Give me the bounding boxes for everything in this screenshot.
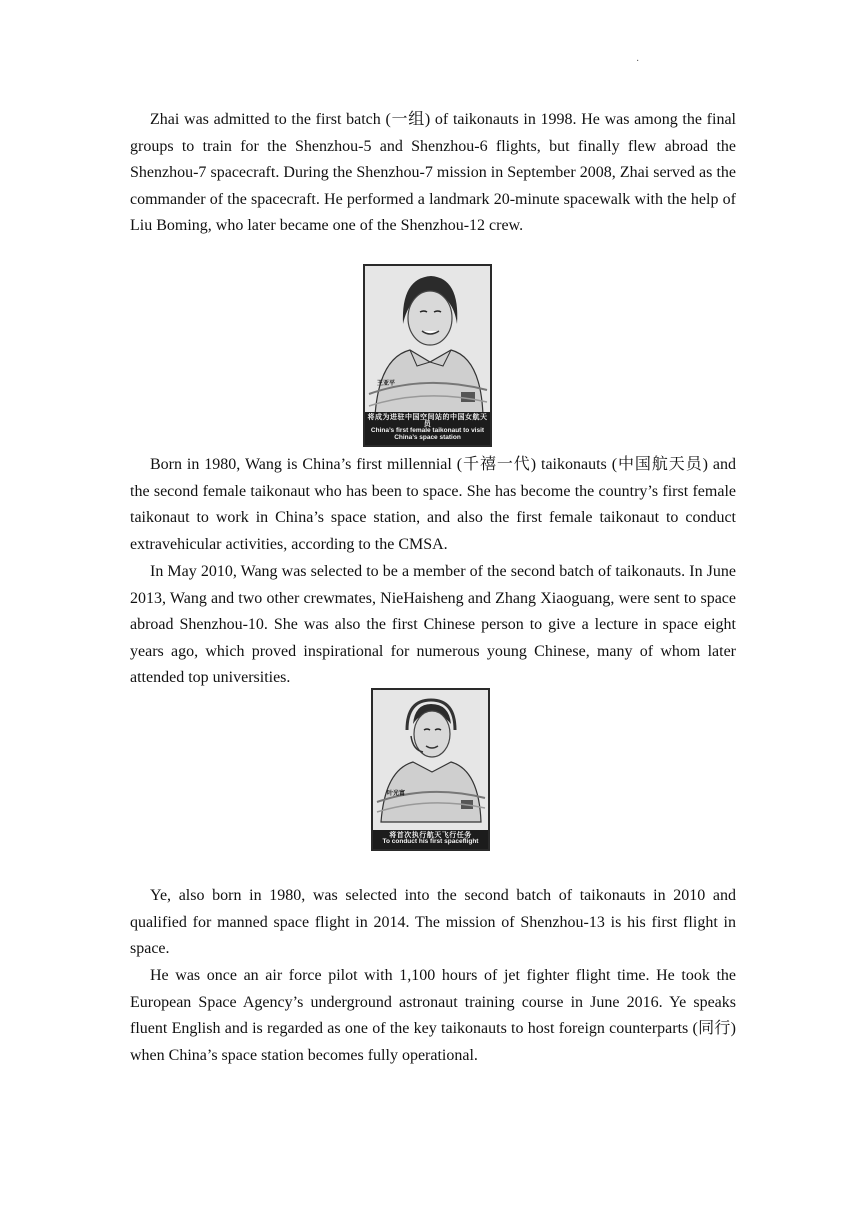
wang-caption-band bbox=[365, 412, 490, 445]
wang-name-tag: 王亚平 bbox=[377, 381, 396, 387]
header-mark: · bbox=[636, 56, 640, 67]
paragraph-ye-intro: Ye, also born in 1980, was selected into the second batch of taikonauts in 2010 and qualified for manned space flight in 2014. The mission of Shenzhou-13 is his first flight in space. bbox=[130, 887, 736, 958]
ye-caption-band bbox=[373, 830, 488, 849]
wang-yaping-poster-image bbox=[363, 264, 492, 447]
ye-guangfu-poster-image bbox=[371, 688, 490, 851]
ye-name-tag: 叶光富 bbox=[387, 791, 406, 797]
wang-caption-chinese: 将成为进驻中国空间站的中国女航天员 bbox=[367, 413, 488, 429]
ye-caption-english: To conduct his first spaceflight bbox=[382, 838, 479, 846]
ye-portrait-graphic bbox=[373, 690, 488, 849]
paragraph-zhai: Zhai was admitted to the first batch (一组) of taikonauts in 1998. He was among the final groups to train for the Shenzhou-5 and Shenzhou-6 flights, but finally flew abroad the Shenzhou-7 spacecraft. During the Shenzhou-7 mission in September 2008, Zhai served as the commander of the spacecraft. He performed a landmark 20-minute spacewalk with the help of Liu Boming, who later became one of the Shenzhou-12 crew. bbox=[130, 111, 736, 235]
paragraph-ye-career: He was once an air force pilot with 1,100 hours of jet fighter flight time. He took the European Space Agency’s underground astronaut training course in June 2016. Ye speaks fluent English and is regarded as one of the key taikonauts to host foreign counterparts (同行) when China’s space station becomes fully operational. bbox=[130, 967, 736, 1064]
wang-caption-english: China’s first female taikonaut to visit China’s space station bbox=[370, 427, 485, 442]
paragraph-wang-intro: Born in 1980, Wang is China’s first millennial (千禧一代) taikonauts (中国航天员) and the second female taikonaut who has been to space. She has become the country’s first female taikonaut to work in China’s space station, and also the first female taikonaut to conduct extravehicular activities, according to the CMSA. bbox=[130, 456, 736, 553]
ye-caption-chinese: 将首次执行航天飞行任务 bbox=[389, 831, 472, 839]
paragraph-wang-career: In May 2010, Wang was selected to be a member of the second batch of taikonauts. In June 2013, Wang and two other crewmates, NieHaisheng and Zhang Xiaoguang, were sent to space abroad Shenzhou-10. She was also the first Chinese person to give a lecture in space eight years ago, which proved inspirational for numerous young Chinese, many of whom later attended top universities. bbox=[130, 563, 736, 687]
